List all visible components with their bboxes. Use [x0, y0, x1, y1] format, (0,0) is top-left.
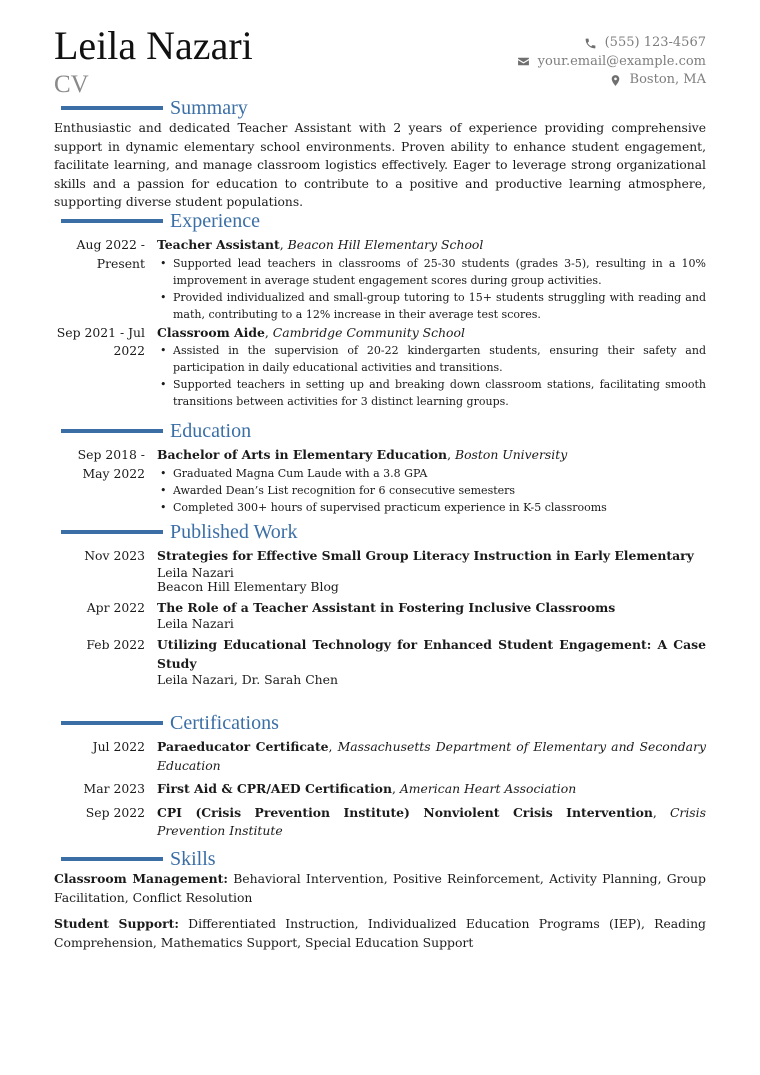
- section-title: Education: [170, 420, 252, 442]
- summary-section: [54, 97, 706, 212]
- section-header: [54, 210, 706, 232]
- publication-venue: Beacon Hill Elementary Blog: [157, 578, 339, 594]
- publication-authors: Leila Nazari: [157, 564, 234, 580]
- section-divider: [61, 721, 163, 725]
- entry-date: Apr 2022: [86, 599, 145, 615]
- entry-bullets: [157, 342, 706, 410]
- section-header: [54, 420, 706, 442]
- list-item: • Awarded Dean’s List recognition for 6 consecutive semesters: [157, 482, 706, 499]
- publication-title: Strategies for Effective Small Group Literacy Instruction in Early Elementary: [157, 548, 694, 563]
- section-divider: [61, 429, 163, 433]
- certification-entry: Sep 2022 CPI (Crisis Prevention Institute) Nonviolent Crisis Intervention, Crisis Prevention Institute: [54, 804, 706, 841]
- entry-date: Aug 2022 - Present: [76, 237, 145, 271]
- list-item: • Assisted in the supervision of 20-22 kindergarten students, ensuring their safety and participation in daily educational activities and transitions.: [157, 342, 706, 376]
- entry-date: Sep 2022: [85, 804, 145, 820]
- section-title: Experience: [170, 210, 260, 232]
- list-item: • Supported teachers in setting up and breaking down classroom stations, facilitating smooth transitions between activities for 3 distinct learning groups.: [157, 376, 706, 410]
- experience-entry: Sep 2021 - Jul 2022 Classroom Aide, Cambridge Community School • Assisted in the supervision of 20-22 kindergarten students, ensuring their safety and participation in daily educational activities and transitions. • Supported teachers in setting up and breaking down classroom stations, facilitating smooth transitions between activities for 3 distinct learning groups.: [54, 324, 706, 411]
- contact-block: [517, 34, 706, 90]
- publication-authors: Leila Nazari, Dr. Sarah Chen: [157, 672, 338, 687]
- education-entry: Sep 2018 - May 2022 Bachelor of Arts in Elementary Education, Boston University • Graduated Magna Cum Laude with a 3.8 GPA • Awarded Dean’s List recognition for 6 consecutive semesters • Completed 300+ hours of supervised practicum experience in K-5 classrooms: [54, 446, 706, 516]
- entry-date: Feb 2022: [86, 637, 145, 652]
- entry-role: Teacher Assistant: [157, 237, 280, 252]
- contact-phone: [517, 34, 706, 53]
- certification-entry: Jul 2022 Paraeducator Certificate, Massachusetts Department of Elementary and Secondary Education: [54, 738, 706, 775]
- section-header: [54, 521, 706, 543]
- entry-org: Cambridge Community School: [272, 324, 465, 340]
- section-divider: [61, 530, 163, 534]
- education-section: [54, 420, 706, 516]
- publication-authors: Leila Nazari: [157, 616, 234, 631]
- section-divider: [61, 857, 163, 861]
- certification-name: CPI (Crisis Prevention Institute) Nonviolent Crisis Intervention: [157, 804, 653, 820]
- certification-org: Crisis Prevention Institute: [157, 804, 706, 838]
- entry-org: Boston University: [454, 447, 568, 462]
- section-divider: [61, 219, 163, 223]
- section-divider: [61, 106, 163, 110]
- entry-org: Beacon Hill Elementary School: [287, 237, 484, 252]
- skills-section: [54, 848, 706, 952]
- certification-name: Paraeducator Certificate: [157, 739, 329, 754]
- certification-entry: Mar 2023 First Aid & CPR/AED Certification, American Heart Association: [54, 780, 706, 799]
- section-header: [54, 712, 706, 734]
- certification-org: American Heart Association: [399, 781, 577, 796]
- experience-entry: Aug 2022 - Present Teacher Assistant, Beacon Hill Elementary School • Supported lead teachers in classrooms of 25-30 students (grades 3-5), resulting in a 10% improvement in average student engagement scores during group activities. • Provided individualized and small-group tutoring to 15+ students struggling with reading and math, contributing to a 12% increase in their average test scores.: [54, 236, 706, 323]
- email-text[interactable]: your.email@example.com: [537, 53, 706, 69]
- section-title: Summary: [170, 97, 248, 119]
- summary-text: Enthusiastic and dedicated Teacher Assistant with 2 years of experience providing comprehensive support in dynamic elementary school environments. Proven ability to enhance student engagement, facilitate learning, and manage classroom logistics effectively. Eager to leverage strong organizational skills and a passion for education to contribute to a positive and productive learning atmosphere, supporting diverse student populations.: [54, 121, 706, 209]
- entry-date: Jul 2022: [92, 739, 145, 754]
- entry-date: Sep 2018 - May 2022: [77, 447, 145, 481]
- certifications-section: [54, 712, 706, 841]
- list-item: • Graduated Magna Cum Laude with a 3.8 GPA: [157, 465, 706, 482]
- skill-value: Differentiated Instruction, Individualized Education Programs (IEP), Reading Comprehension, Mathematics Support, Special Education Support: [54, 916, 706, 950]
- entry-degree: Bachelor of Arts in Elementary Education: [157, 447, 448, 462]
- entry-bullets: [157, 255, 706, 323]
- entry-bullets: [157, 465, 706, 516]
- contact-location: [517, 71, 706, 90]
- list-item: • Provided individualized and small-group tutoring to 15+ students struggling with reading and math, contributing to a 12% increase in their average test scores.: [157, 289, 706, 323]
- publication-title: Utilizing Educational Technology for Enhanced Student Engagement: A Case Study: [157, 637, 706, 671]
- skill-label: Classroom Management:: [54, 871, 228, 886]
- section-title: Certifications: [170, 712, 279, 734]
- entry-date: Mar 2023: [83, 781, 145, 796]
- entry-date: Nov 2023: [84, 548, 145, 563]
- skill-group: [54, 915, 706, 952]
- skill-label: Student Support:: [54, 916, 179, 931]
- publication-title: The Role of a Teacher Assistant in Fostering Inclusive Classrooms: [157, 599, 616, 615]
- publication-entry: [54, 599, 706, 632]
- section-title: Skills: [170, 848, 216, 870]
- skill-group: [54, 870, 706, 907]
- certification-org: Massachusetts Department of Elementary and Secondary Education: [157, 739, 706, 773]
- document-subtitle: CV: [54, 71, 89, 98]
- section-header: [54, 848, 706, 870]
- list-item: • Supported lead teachers in classrooms of 25-30 students (grades 3-5), resulting in a 10% improvement in average student engagement scores during group activities.: [157, 255, 706, 289]
- entry-date: Sep 2021 - Jul 2022: [56, 324, 145, 358]
- location-text: Boston, MA: [629, 72, 706, 87]
- publication-entry: [54, 636, 706, 687]
- skill-value: Behavioral Intervention, Positive Reinforcement, Activity Planning, Group Facilitation, Conflict Resolution: [54, 871, 706, 905]
- experience-section: [54, 210, 706, 410]
- published-section: [54, 521, 706, 687]
- section-header: [54, 97, 706, 119]
- map-marker-icon: [609, 74, 622, 87]
- list-item: • Completed 300+ hours of supervised practicum experience in K-5 classrooms: [157, 499, 706, 516]
- section-title: Published Work: [170, 521, 298, 543]
- certification-name: First Aid & CPR/AED Certification: [157, 781, 392, 796]
- candidate-name: Leila Nazari: [54, 23, 253, 68]
- contact-email: [517, 53, 706, 72]
- entry-role: Classroom Aide: [157, 324, 265, 340]
- phone-icon: [584, 37, 597, 50]
- envelope-icon: [517, 55, 530, 68]
- publication-entry: [54, 547, 706, 594]
- phone-text[interactable]: (555) 123-4567: [604, 35, 706, 50]
